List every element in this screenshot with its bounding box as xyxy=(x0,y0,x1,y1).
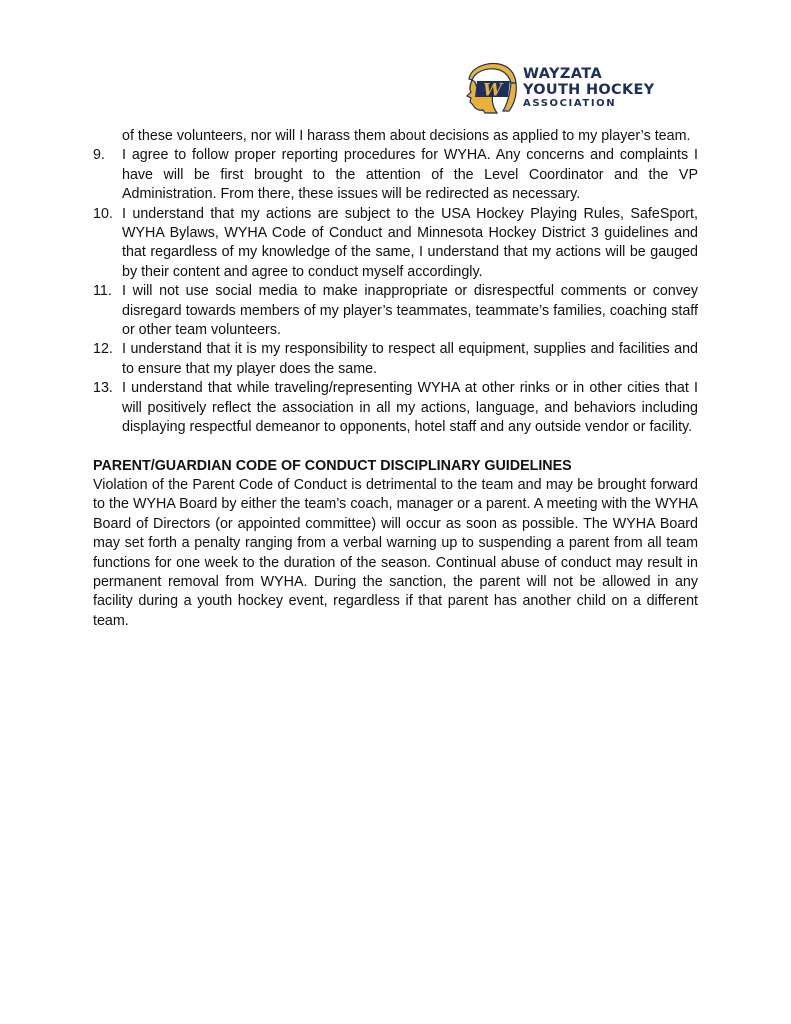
list-item-number: 13. xyxy=(93,380,113,397)
section-heading: PARENT/GUARDIAN CODE OF CONDUCT DISCIPLINARY GUIDELINES xyxy=(93,457,572,474)
wyha-logo xyxy=(463,61,655,115)
list-item xyxy=(93,205,698,283)
continued-list-item: of these volunteers, nor will I harass them about decisions as applied to my player’s team. xyxy=(122,128,691,144)
document-body xyxy=(93,127,698,631)
trojan-helmet-logo-icon xyxy=(463,61,519,115)
list-item xyxy=(93,379,698,437)
list-item-number: 11. xyxy=(93,283,112,300)
list-item-text: I understand that my actions are subject to the USA Hockey Playing Rules, SafeSport, WYHA Bylaws, WYHA Code of Conduct and Minnesota Hockey District 3 guidelines and that regardless of my knowledge of the same, I understand that my actions will be gauged by their content and agree to conduct myself accordingly. xyxy=(122,205,698,280)
logo-wordmark xyxy=(523,67,655,109)
list-item-text: I understand that while traveling/representing WYHA at other rinks or in other cities that I will positively reflect the association in all my actions, language, and behaviors including displaying respectful demeanor to opponents, hotel staff and any outside vendor or facility. xyxy=(122,380,698,436)
section-paragraph: Violation of the Parent Code of Conduct is detrimental to the team and may be brought forward to the WYHA Board by either the team’s coach, manager or a parent. A meeting with the WYHA Board of Directors (or appointed committee) will occur as soon as possible. The WYHA Board may set forth a penalty ranging from a verbal warning up to suspending a parent from all team functions for one week to the duration of the season. Continual abuse of conduct may result in permanent removal from WYHA. During the sanction, the parent will not be allowed in any facility during a youth hockey event, regardless if that parent has another child on a different team. xyxy=(93,476,698,629)
list-item-number: 12. xyxy=(93,341,113,358)
logo-line-3: ASSOCIATION xyxy=(523,98,617,109)
logo-line-2: YOUTH HOCKEY xyxy=(523,81,655,98)
list-item-number: 9. xyxy=(93,147,105,164)
list-item xyxy=(93,146,698,204)
list-item xyxy=(93,340,698,379)
list-item-number: 10. xyxy=(93,205,113,222)
list-item-text: I agree to follow proper reporting procedures for WYHA. Any concerns and complaints I have will be first brought to the attention of the Level Coordinator and the VP Administration. From there, these issues will be redirected as necessary. xyxy=(122,147,698,203)
list-item-text: I understand that it is my responsibility to respect all equipment, supplies and facilities and to ensure that my player does the same. xyxy=(122,341,698,377)
list-item xyxy=(93,282,698,340)
logo-line-1: WAYZATA xyxy=(523,66,603,82)
svg-text:W: W xyxy=(482,80,503,101)
list-item-text: I will not use social media to make inappropriate or disrespectful comments or convey disregard towards members of my player’s teammates, teammate’s families, coaching staff or other team volunteers. xyxy=(122,283,698,339)
